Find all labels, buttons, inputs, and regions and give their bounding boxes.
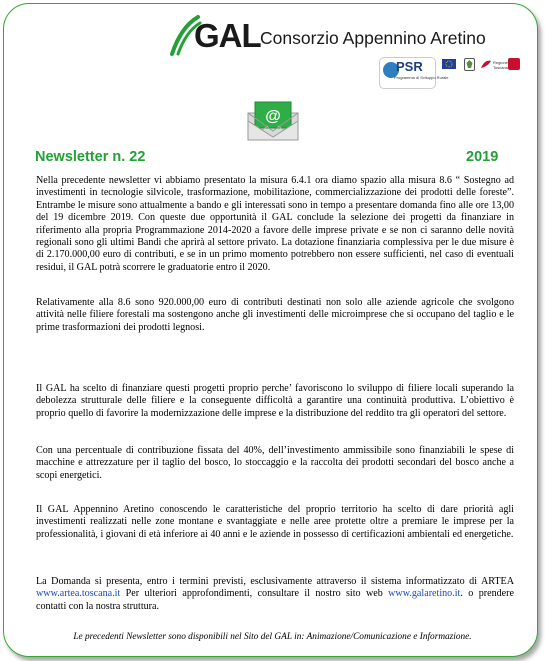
application-text-start: La Domanda si presenta, entro i termini previsti, esclusivamente attraverso il sistema informatizzato di ARTEA xyxy=(36,576,514,587)
regione-toscana-icon xyxy=(480,59,492,69)
galaretino-link[interactable]: www.galaretino.it xyxy=(388,588,461,600)
psr-logo xyxy=(379,57,449,89)
email-envelope-icon xyxy=(246,101,300,141)
pegaso-icon xyxy=(508,58,520,70)
region-label: Regione Toscana xyxy=(493,60,508,70)
paragraph-priorities: Il GAL Appennino Aretino conoscendo le caratteristiche del proprio territorio ha scelto di dare priorità agli investimenti realizzati nelle zone montane e svantaggiate e nelle aree protette oltre a premiare le imprese per la professionalità, i giovani di età inferiore ai 40 anni e le aziende in possesso di certificazioni ambientali ed energetiche. xyxy=(36,504,514,540)
gal-logo xyxy=(168,14,486,58)
italy-emblem-icon xyxy=(464,58,475,71)
svg-text:@: @ xyxy=(265,108,281,125)
footer-note: Le precedenti Newsletter sono disponibili nel Sito del GAL in: Animazione/Comunicazione e Informazione. xyxy=(73,632,472,642)
paragraph-rationale: Il GAL ha scelto di finanziare questi progetti proprio perche’ favoriscono lo sviluppo di filiere locali superando la debolezza strutturale delle filiere e la conseguente difficoltà a garantire una continuità produttiva. L’obiettivo è proprio quello di favorire la modernizzazione delle imprese e la distribuzione del reddito tra gli operatori del settore. xyxy=(36,383,514,419)
paragraph-intro: Nella precedente newsletter vi abbiamo presentato la misura 6.4.1 ora diamo spazio alla misura 8.6 “ Sostegno ad investimenti in tecnologie silvicole, trasformazione, mobilitazione, commercializzazione dei prodotti delle foreste”. Entrambe le misure sono attualmente a bando e gli interessati sono in tempo a presentare domanda fino alle ore 13,00 del 19 dicembre 2019. Con queste due opportunità il GAL conclude la selezione dei progetti da finanziare in riferimento alla propria Programmazione 2014-2020 a favore delle imprese private e se non ci saranno delle novità regionali sono gli ultimi Bandi che aprirà al settore privato. La dotazione finanziaria complessiva per le due misure è di 2.170.000,00 euro di contributi, e se in un primo momento potrebbero non essere sufficienti, nel caso di eventuali residui, il GAL potrà scorrere le graduatorie entro il 2020. xyxy=(36,175,514,273)
newsletter-title: Newsletter n. 22 xyxy=(35,149,146,165)
partner-logos xyxy=(379,57,521,87)
newsletter-year: 2019 xyxy=(466,149,499,165)
application-text-middle: Per ulteriori approfondimenti, consultare il nostro sito web xyxy=(120,588,389,600)
logo-gal-text: GAL xyxy=(194,17,261,54)
paragraph-contribution: Con una percentuale di contribuzione fissata del 40%, dell’investimento ammissibile sono finanziabili le spese di macchine e attrezzature per il taglio del bosco, lo stoccaggio e la raccolta dei prodotti secondari del bosco anche a scopi energetici. xyxy=(36,445,514,481)
logo-organization-name: Consorzio Appennino Aretino xyxy=(260,28,486,48)
paragraph-application xyxy=(36,576,514,613)
application-text-end: . o prendere contatti con la nostra struttura. xyxy=(36,588,515,612)
eu-flag-icon xyxy=(442,59,456,69)
psr-subtitle: Programma di Sviluppo Rurale xyxy=(394,75,449,80)
psr-logo-text: PSR xyxy=(396,59,423,74)
artea-link[interactable]: www.artea.toscana.it xyxy=(36,588,121,600)
paragraph-measure-8-6: Relativamente alla 8.6 sono 920.000,00 euro di contributi destinati non solo alle aziende agricole che svolgono attività nelle filiere forestali ma sostengono anche gli investimenti delle microimprese che si occupano del taglio e le prime trasformazioni dei prodotti legnosi. xyxy=(36,297,514,333)
